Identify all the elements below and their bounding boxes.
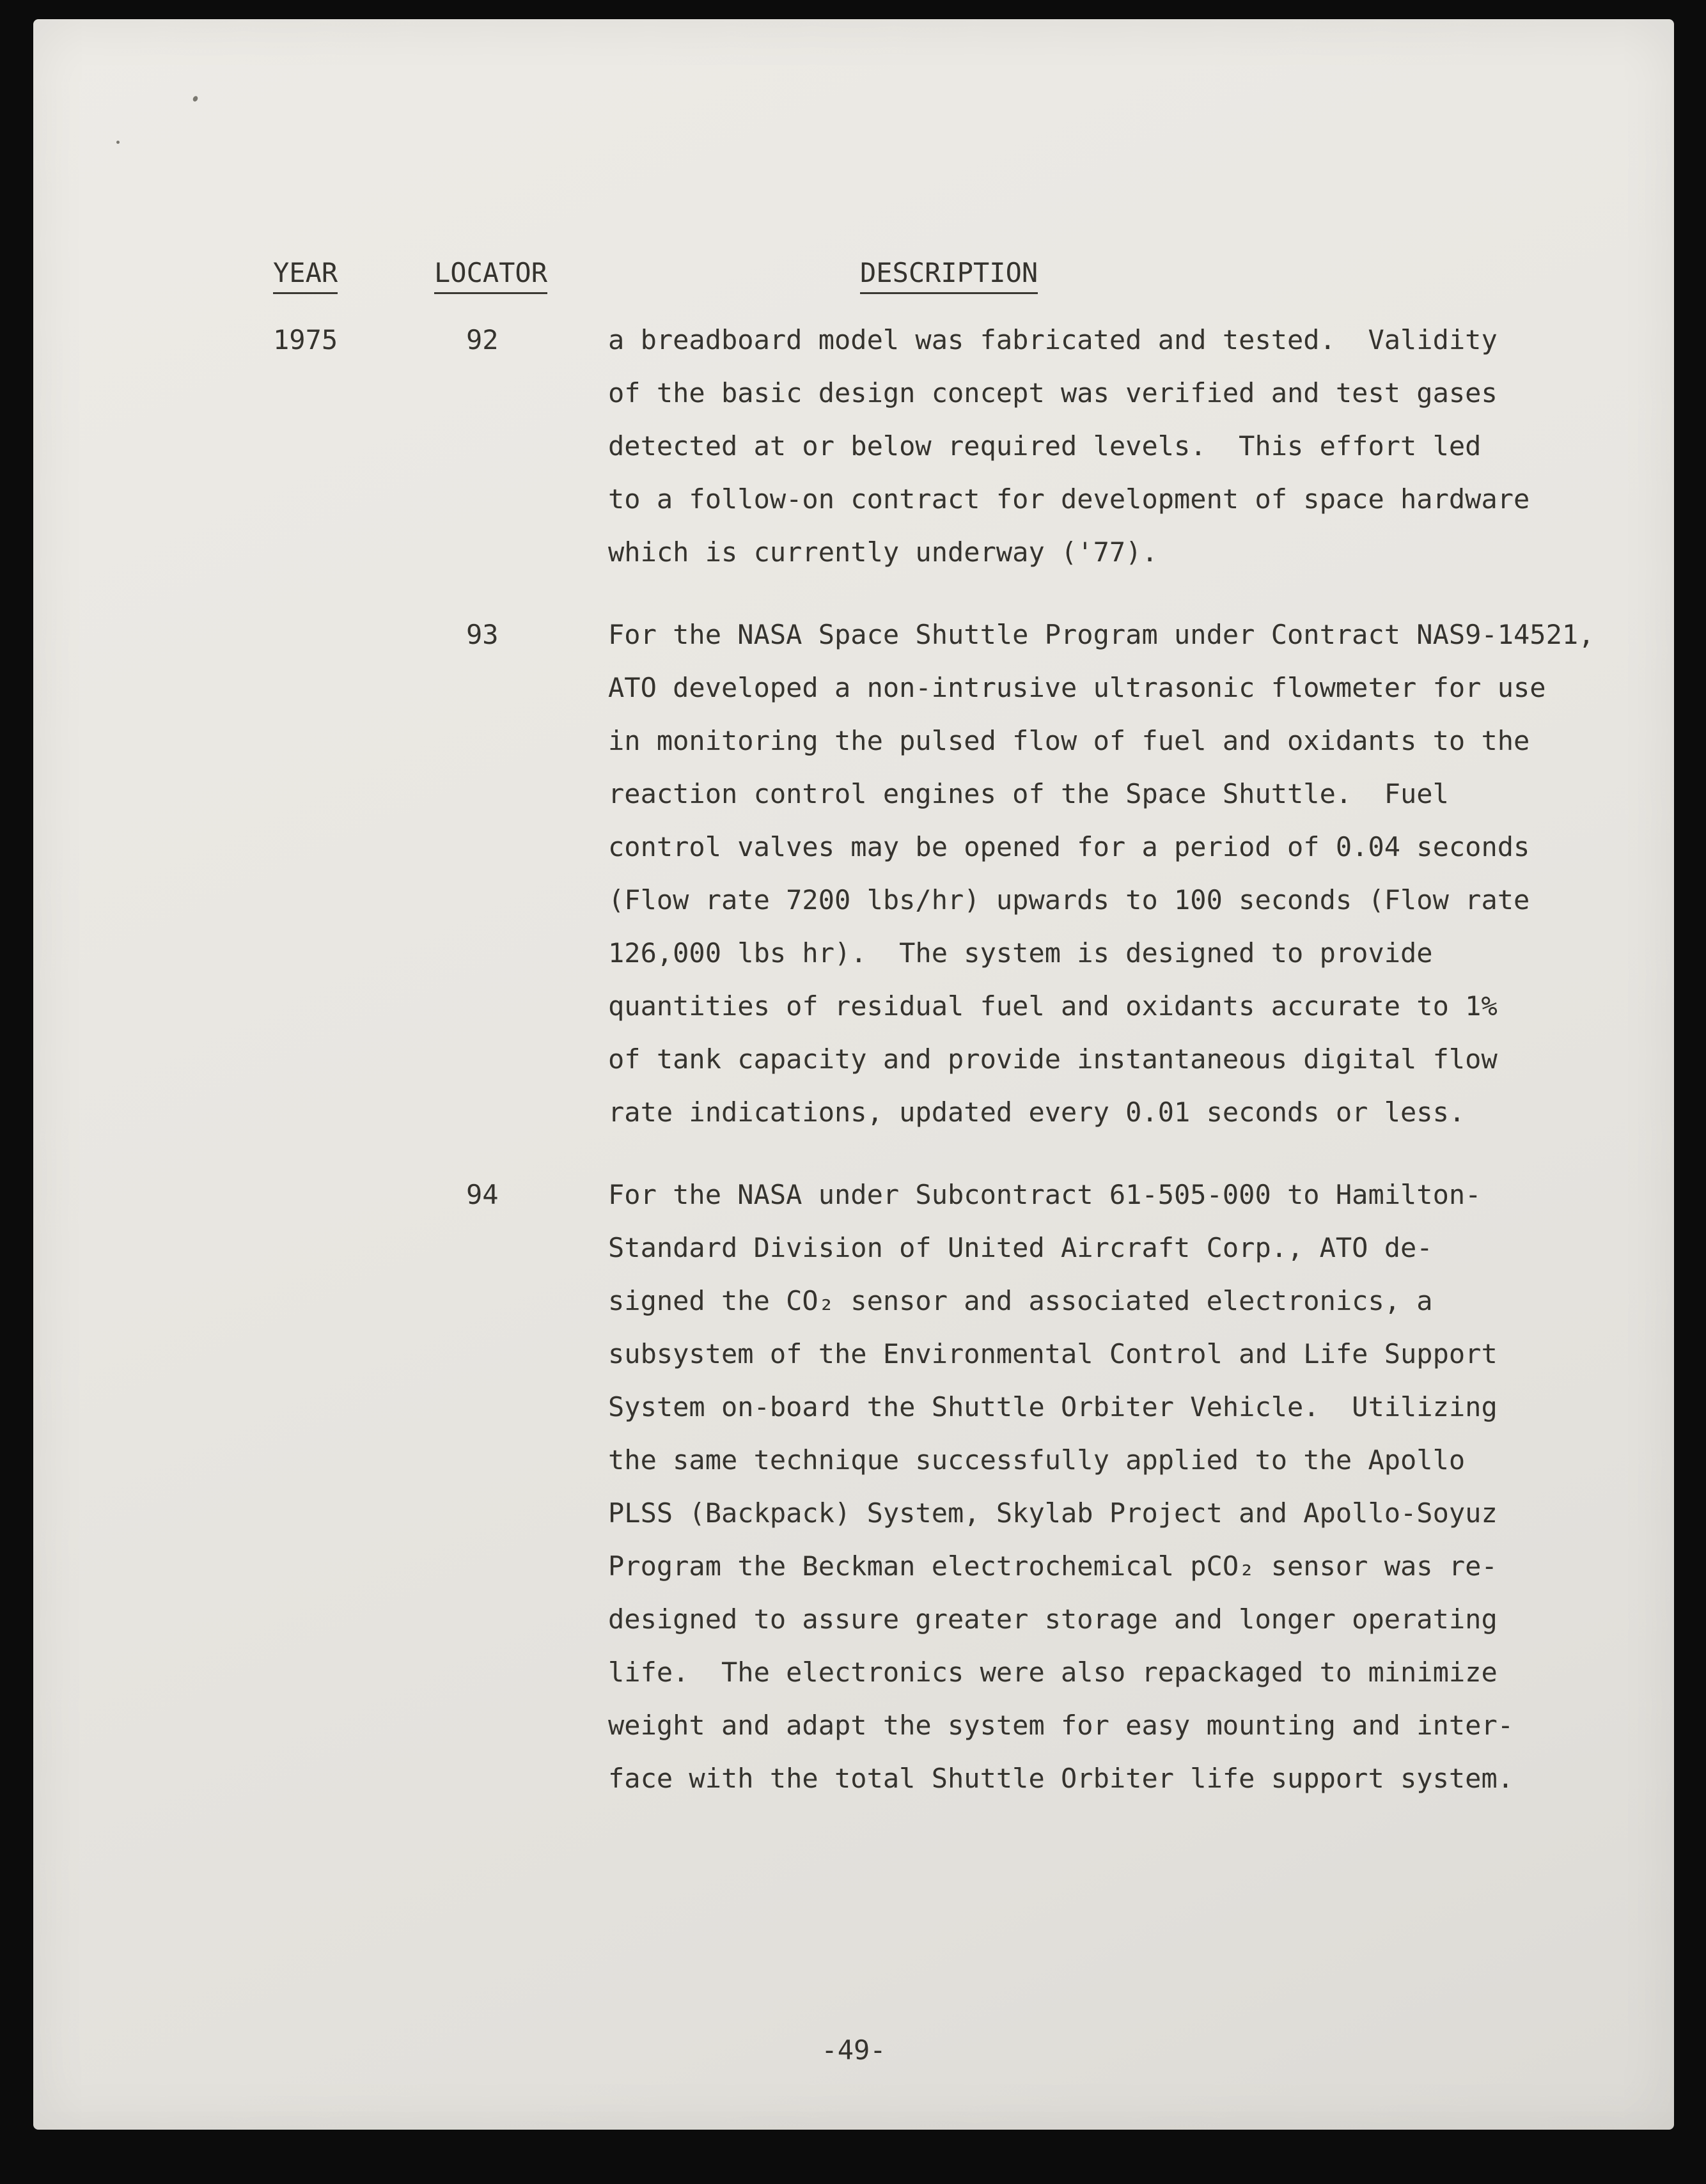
description-line: reaction control engines of the Space Shuttle. Fuel <box>608 778 1449 809</box>
description-cell <box>608 1168 1674 1805</box>
document-page <box>33 19 1674 2130</box>
description-line: to a follow-on contract for development of space hardware <box>608 483 1530 515</box>
description-line: detected at or below required levels. This effort led <box>608 430 1482 462</box>
description-line: control valves may be opened for a period of 0.04 seconds <box>608 831 1530 862</box>
description-line: quantities of residual fuel and oxidants accurate to 1% <box>608 990 1498 1022</box>
table-row <box>273 313 1674 579</box>
description-line: ATO developed a non-intrusive ultrasonic flowmeter for use <box>608 672 1546 703</box>
table-row <box>273 608 1674 1139</box>
locator-header-label: LOCATOR <box>434 254 547 294</box>
description-line: in monitoring the pulsed flow of fuel and oxidants to the <box>608 725 1530 756</box>
table-header-row <box>273 246 1674 299</box>
description-line: a breadboard model was fabricated and tested. Validity <box>608 324 1498 355</box>
description-line: life. The electronics were also repackaged to minimize <box>608 1657 1498 1688</box>
description-line: of tank capacity and provide instantaneous digital flow <box>608 1043 1498 1075</box>
description-line: designed to assure greater storage and longer operating <box>608 1603 1498 1635</box>
description-line: System on-board the Shuttle Orbiter Vehicle. Utilizing <box>608 1391 1498 1423</box>
page-number: -49- <box>821 2034 886 2066</box>
locator-number: 93 <box>466 619 499 650</box>
year-column-header <box>273 246 434 299</box>
description-line: For the NASA under Subcontract 61-505-000 to Hamilton- <box>608 1179 1482 1210</box>
page-content <box>33 19 1674 1805</box>
description-column-header <box>608 246 1674 299</box>
description-line: subsystem of the Environmental Control and Life Support <box>608 1338 1498 1369</box>
locator-number: 94 <box>466 1179 499 1210</box>
locator-cell <box>434 608 608 661</box>
description-line: rate indications, updated every 0.01 seconds or less. <box>608 1096 1466 1128</box>
year-cell: 1975 <box>273 324 338 355</box>
locator-column-header <box>434 246 608 299</box>
description-line: weight and adapt the system for easy mounting and inter- <box>608 1710 1514 1741</box>
description-line: Program the Beckman electrochemical pCO₂ sensor was re- <box>608 1550 1498 1582</box>
description-line: For the NASA Space Shuttle Program under Contract NAS9-14521, <box>608 619 1595 650</box>
year-header-label: YEAR <box>273 254 338 294</box>
description-line: the same technique successfully applied to the Apollo <box>608 1444 1466 1476</box>
description-line: Standard Division of United Aircraft Corp., ATO de- <box>608 1232 1433 1263</box>
locator-cell <box>434 1168 608 1221</box>
description-line: which is currently underway ('77). <box>608 536 1158 568</box>
description-line: signed the CO₂ sensor and associated electronics, a <box>608 1285 1433 1316</box>
locator-number: 92 <box>466 324 499 355</box>
description-cell <box>608 608 1674 1139</box>
description-line: face with the total Shuttle Orbiter life support system. <box>608 1763 1514 1794</box>
description-line: (Flow rate 7200 lbs/hr) upwards to 100 seconds (Flow rate <box>608 884 1530 916</box>
description-header-label: DESCRIPTION <box>860 254 1038 294</box>
description-cell <box>608 313 1674 579</box>
table-row <box>273 1168 1674 1805</box>
description-line: PLSS (Backpack) System, Skylab Project and Apollo-Soyuz <box>608 1497 1498 1529</box>
description-line: 126,000 lbs hr). The system is designed to provide <box>608 937 1433 969</box>
locator-cell <box>434 313 608 366</box>
description-line: of the basic design concept was verified and test gases <box>608 377 1498 409</box>
